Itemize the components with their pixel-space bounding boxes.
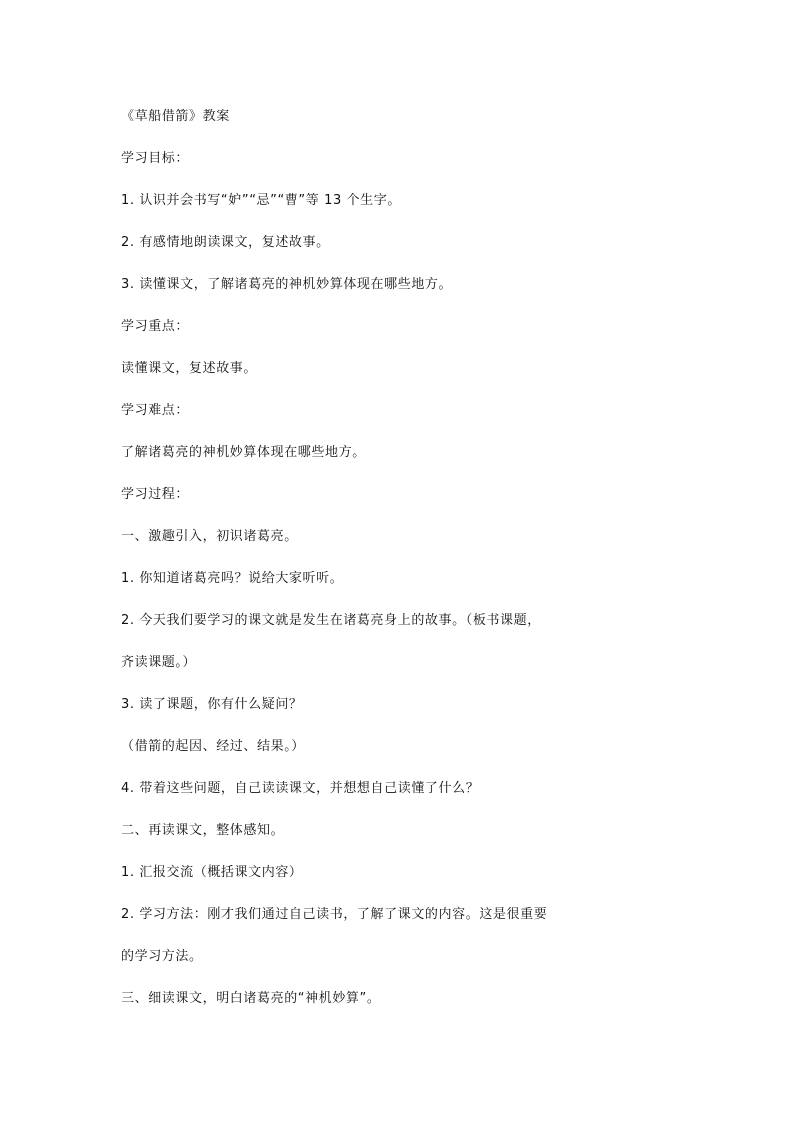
- process-step-1-item-3-note: （借箭的起因、经过、结果。）: [121, 739, 305, 754]
- objective-item-3: 3. 读懂课文，了解诸葛亮的神机妙算体现在哪些地方。: [121, 277, 453, 292]
- document-title: 《草船借箭》教案: [121, 109, 230, 124]
- process-step-2-item-2-cont: 的学习方法。: [121, 949, 203, 964]
- key-point-text: 读懂课文，复述故事。: [121, 361, 258, 376]
- objective-item-2: 2. 有感情地朗读课文，复述故事。: [121, 235, 330, 250]
- section-heading-objectives: 学习目标：: [121, 151, 190, 166]
- difficulty-text: 了解诸葛亮的神机妙算体现在哪些地方。: [121, 445, 366, 460]
- section-heading-difficulties: 学习难点：: [121, 403, 190, 418]
- section-heading-key-points: 学习重点：: [121, 319, 190, 334]
- process-step-3-heading: 三、细读课文，明白诸葛亮的“神机妙算”。: [121, 991, 381, 1006]
- objective-item-1: 1. 认识并会书写“妒”“忌”“曹”等 13 个生字。: [121, 193, 401, 208]
- process-step-1-item-2-cont: 齐读课题。）: [121, 655, 197, 670]
- process-step-1-item-4: 4. 带着这些问题，自己读读课文，并想想自己读懂了什么？: [121, 781, 480, 796]
- process-step-2-item-1: 1. 汇报交流（概括课文内容）: [121, 865, 303, 880]
- process-step-1-heading: 一、激趣引入，初识诸葛亮。: [121, 529, 298, 544]
- process-step-1-item-2: 2. 今天我们要学习的课文就是发生在诸葛亮身上的故事。（板书课题，: [121, 613, 541, 628]
- process-step-2-item-2: 2. 学习方法：刚才我们通过自己读书，了解了课文的内容。这是很重要: [121, 907, 548, 922]
- process-step-2-heading: 二、再读课文，整体感知。: [121, 823, 285, 838]
- section-heading-process: 学习过程：: [121, 487, 190, 502]
- process-step-1-item-3: 3. 读了课题，你有什么疑问？: [121, 697, 303, 712]
- process-step-1-item-1: 1. 你知道诸葛亮吗？说给大家听听。: [121, 571, 344, 586]
